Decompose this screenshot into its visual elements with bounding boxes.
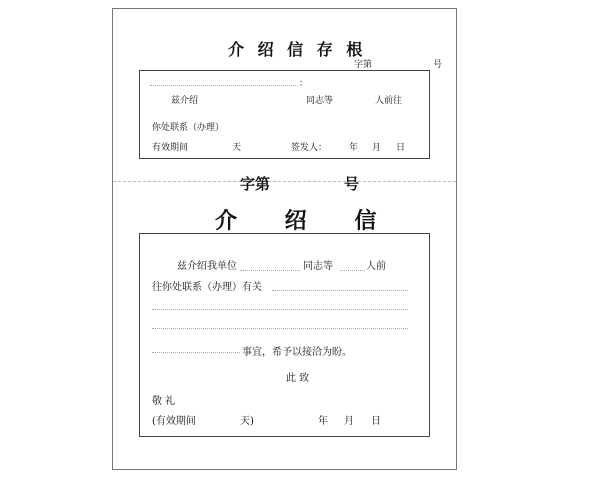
stub-title: 介 绍 信 存 根 — [228, 40, 367, 59]
letter-blank-matter-2 — [152, 309, 408, 310]
letter-zi-di: 字第 — [240, 175, 271, 193]
stub-qianfaren: 签发人： — [291, 143, 328, 153]
letter-tongzhi-deng: 同志等 — [303, 261, 333, 272]
letter-hao: 号 — [344, 175, 360, 193]
stub-youxiao: 有效期间 — [152, 143, 189, 153]
stub-zi-jieshao: 兹介绍 — [171, 96, 199, 106]
letter-blank-name — [240, 270, 300, 271]
letter-wang-ni-chu: 往你处联系（办理）有关 — [152, 282, 262, 293]
stub-ren-qianwang: 人前往 — [375, 96, 403, 106]
stub-hao: 号 — [433, 60, 443, 70]
letter-jing-li: 敬 礼 — [152, 396, 176, 407]
letter-number — [240, 173, 360, 194]
stub-ri: 日 — [396, 143, 406, 153]
letter-ren-qian: 人前 — [366, 261, 386, 272]
letter-ri: 日 — [371, 416, 381, 427]
stub-ni-chu: 你处联系（办理） — [152, 123, 225, 133]
letter-blank-matter-3 — [152, 328, 408, 329]
letter-blank-matter-1 — [272, 290, 408, 291]
letter-ci-zhi: 此 致 — [286, 373, 310, 384]
stub-dotted-line — [150, 85, 298, 86]
letter-zi-jieshao: 兹介绍我单位 — [177, 261, 237, 272]
letter-blank-matter-4 — [152, 352, 240, 353]
stub-yue: 月 — [372, 143, 382, 153]
letter-shiyi: 事宜，希予以接洽为盼。 — [242, 347, 352, 358]
letter-title: 介 绍 信 — [215, 208, 397, 234]
letter-yue: 月 — [344, 416, 354, 427]
letter-tian: 天) — [240, 416, 254, 427]
letter-blank-count — [340, 270, 365, 271]
stub-tian: 天 — [232, 143, 242, 153]
stub-tongzhi-deng: 同志等 — [306, 96, 334, 106]
stub-number — [354, 57, 444, 70]
stub-zi-di: 字第 — [354, 60, 373, 70]
stub-colon: ： — [299, 79, 309, 89]
letter-nian: 年 — [318, 416, 328, 427]
stub-nian: 年 — [349, 143, 359, 153]
letter-youxiao: (有效期间 — [152, 416, 196, 427]
